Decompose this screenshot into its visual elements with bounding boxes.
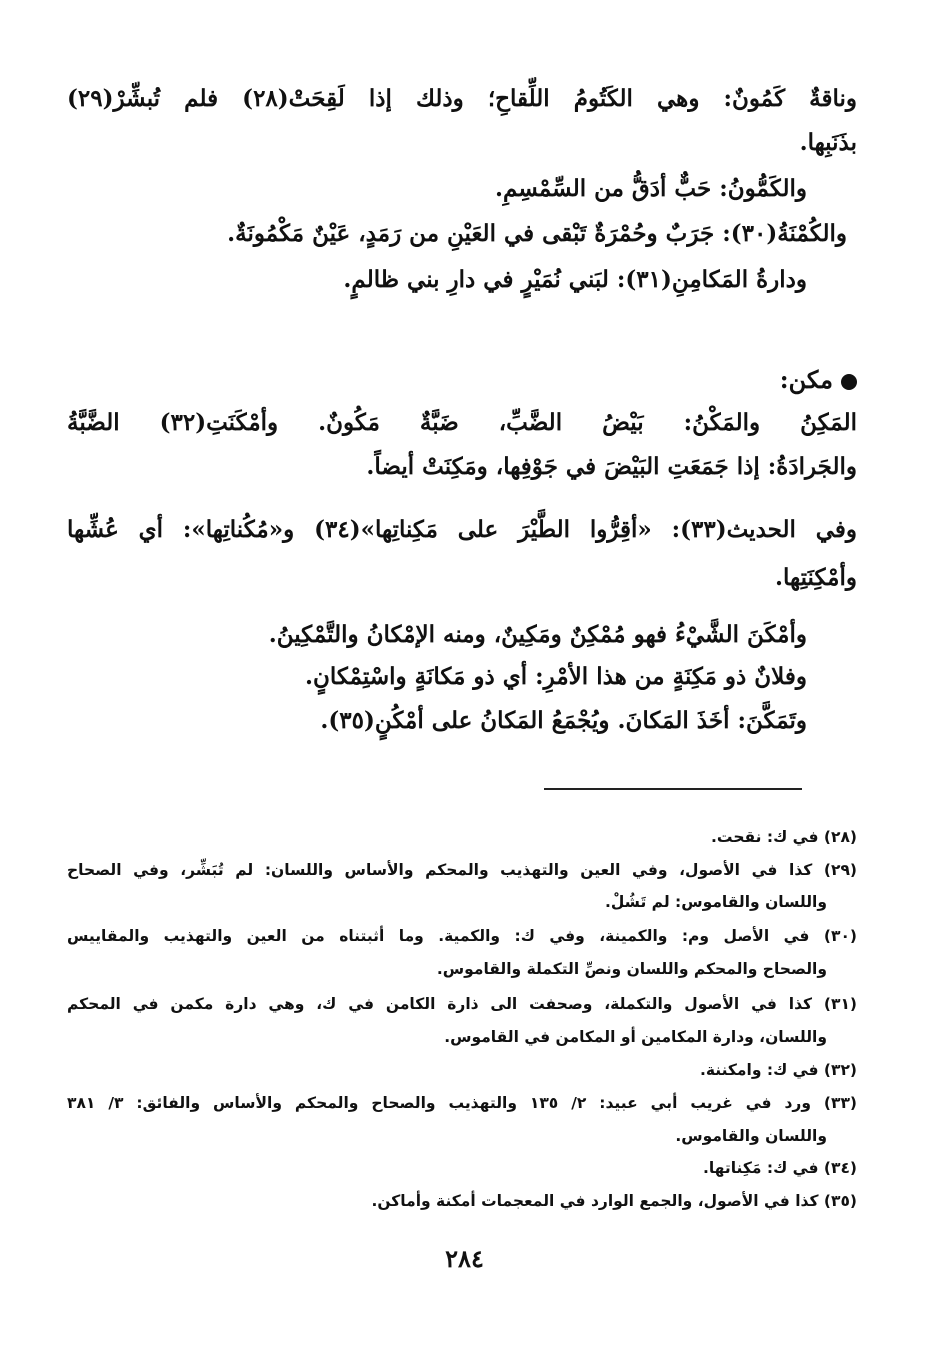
entry-kammun-line: والكَمُّونُ: حَبٌّ أدَقُّ من السِّمْسِمِ. [495,175,807,202]
entry-makn-line-2: والجَرادَةُ: إذا جَمَعَتِ البَيْضَ في جَوْفِها، ومَكِنَتْ أيضاً. [366,453,857,480]
footnote-33-line-1: (٣٣) ورد في غريب أبي عبيد: ٢/ ١٣٥ والتهذيب والصحاح والمحكم والأساس والفائق: ٣/ ٣٨١ [67,1094,857,1112]
entry-kamun-line-2: بذَنَبِها. [799,129,857,156]
section-heading-text: مكن: [779,365,833,394]
entry-hadith-line-2: وأمْكِنَتِها. [774,564,857,591]
footnote-33-line-2: واللسان والقاموس. [675,1127,827,1145]
entry-hadith-line-1: وفي الحديث(٣٣): «أقِرُّوا الطَّيْرَ على مَكِناتِها»(٣٤) و«مُكُناتِها»: أي عُشِّها [67,516,857,543]
page-number: ٢٨٤ [445,1244,484,1273]
footnote-29-line-1: (٢٩) كذا في الأصول، وفي العين والتهذيب والمحكم والأساس واللسان: لم تُبَشِّر، وفي الصحاح [67,861,857,879]
footnote-30-line-1: (٣٠) في الأصل وم: والكمينة، وفي ك: والكمية. وما أثبتناه من العين والتهذيب والمقاييس [67,927,857,945]
footnote-31-line-1: (٣١) كذا في الأصول والتكملة، وصحفت الى ذارة الكامن في ك، وهي دارة مكمن في المحكم [67,995,857,1013]
footnote-34: (٣٤) في ك: مَكِناتها. [702,1159,857,1177]
footnote-31-line-2: واللسان، ودارة المكامين أو المكامن في القاموس. [444,1028,827,1046]
entry-amkana-line: وأمْكَنَ الشَّيْءُ فهو مُمْكِنٌ ومَكِينٌ، ومنه الإمْكانُ والتَّمْكِينُ. [268,621,807,648]
entry-darat-almakamin-line: ودارةُ المَكامِنِ(٣١): لبَني نُمَيْرٍ في دارِ بني ظالمٍ. [343,266,807,293]
entry-kamun-line-1: وناقةٌ كَمُونٌ: وهي الكَتُومُ اللِّقاحِ؛ وذلك إذا لَقِحَتْ(٢٨) فلم تُبشِّرْ(٢٩) [67,85,857,112]
entry-kumna-line: والكُمْنَةُ(٣٠): جَرَبٌ وحُمْرَةٌ تَبْقى في العَيْنِ من رَمَدٍ، عَيْنٌ مَكْمُونَةٌ. [227,220,847,247]
entry-makn-line-1: المَكِنُ والمَكْنُ: بَيْضُ الضَّبِّ، ضَبَّةٌ مَكُونٌ. وأمْكَنَتِ(٣٢) الضَّبَّةُ [67,409,857,436]
footnote-30-line-2: والصحاح والمحكم واللسان ونصِّ التكملة والقاموس. [436,960,827,978]
footnote-29-line-2: واللسان والقاموس: لم تَشُلْ. [604,893,827,911]
bullet-icon [841,374,857,390]
footnote-separator [544,788,802,790]
footnote-28: (٢٨) في ك: نقحت. [711,828,857,846]
entry-makina-line: وفلانٌ ذو مَكِنَةٍ من هذا الأمْرِ: أي ذو مَكانَةٍ واسْتِمْكانٍ. [305,663,807,690]
footnote-35: (٣٥) كذا في الأصول، والجمع الوارد في المعجمات أمكنة وأماكن. [371,1192,857,1210]
entry-tamakkana-line: وتَمَكَّنَ: أخَذَ المَكانَ. ويُجْمَعُ المَكانُ على أمْكُنٍ(٣٥). [320,707,807,734]
footnote-32: (٣٢) في ك: وامكننة. [699,1061,857,1079]
section-heading-makn [780,365,857,394]
